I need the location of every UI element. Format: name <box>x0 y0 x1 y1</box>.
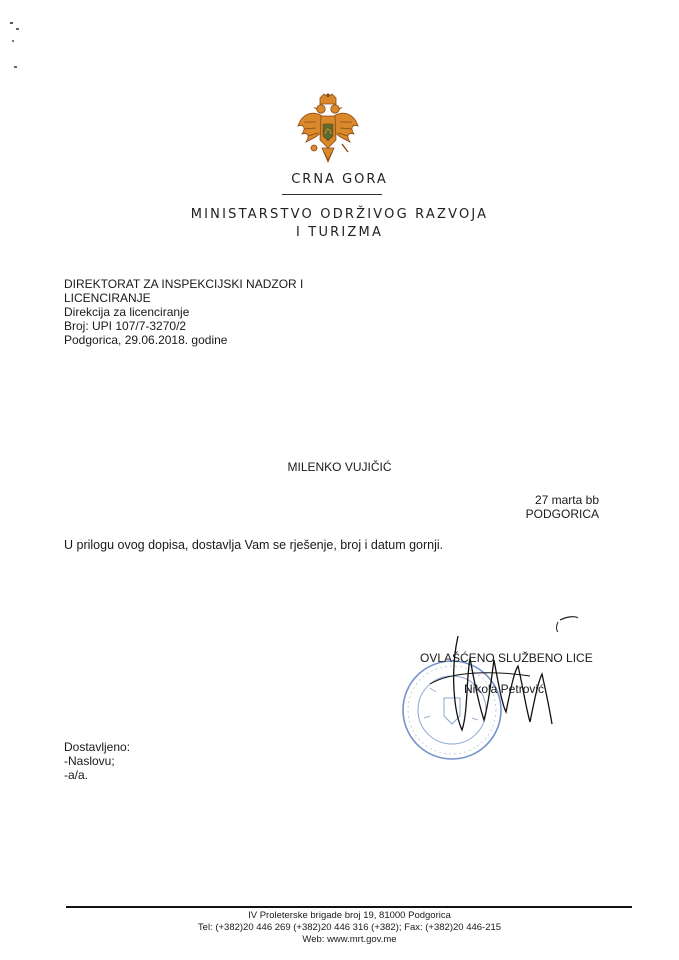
body-text: U prilogu ovog dopisa, dostavlja Vam se rješenje, broj i datum gornji. <box>64 538 444 552</box>
footer-divider <box>66 906 632 908</box>
ministry-name-line2: I TURIZMA <box>295 225 384 240</box>
ministry-name-line1: MINISTARSTVO ODRŽIVOG RAZVOJA <box>190 207 489 222</box>
document-number: Broj: UPI 107/7-3270/2 <box>64 319 187 333</box>
direction-name: Direkcija za licenciranje <box>64 305 190 319</box>
signer-title: OVLAŠĆENO SLUŽBENO LICE <box>420 651 593 665</box>
recipient-address-line2: PODGORICA <box>525 507 599 521</box>
scan-marks <box>8 18 22 78</box>
place-date: Podgorica, 29.06.2018. godine <box>64 333 228 347</box>
delivered-item: -Naslovu; <box>64 754 115 768</box>
delivered-heading: Dostavljeno: <box>64 740 131 754</box>
delivered-item: -a/a. <box>64 768 89 782</box>
footer-web: Web: www.mrt.gov.me <box>302 934 397 945</box>
recipient-address-line1: 27 marta bb <box>534 493 599 507</box>
handwritten-signature <box>410 612 580 742</box>
footer-phone-fax: Tel: (+382)20 446 269 (+382)20 446 316 (+382); Fax: (+382)20 446-215 <box>197 922 502 933</box>
header-divider <box>282 194 382 195</box>
signer-name: Nikola Petrović <box>464 682 545 696</box>
directorate-line1: DIREKTORAT ZA INSPEKCIJSKI NADZOR I <box>64 277 304 291</box>
recipient-name: MILENKO VUJIČIĆ <box>287 460 392 474</box>
country-name: CRNA GORA <box>291 172 388 187</box>
coat-of-arms-icon <box>296 92 360 168</box>
directorate-line2: LICENCIRANJE <box>64 291 151 305</box>
footer-address: IV Proleterske brigade broj 19, 81000 Podgorica <box>248 910 451 921</box>
